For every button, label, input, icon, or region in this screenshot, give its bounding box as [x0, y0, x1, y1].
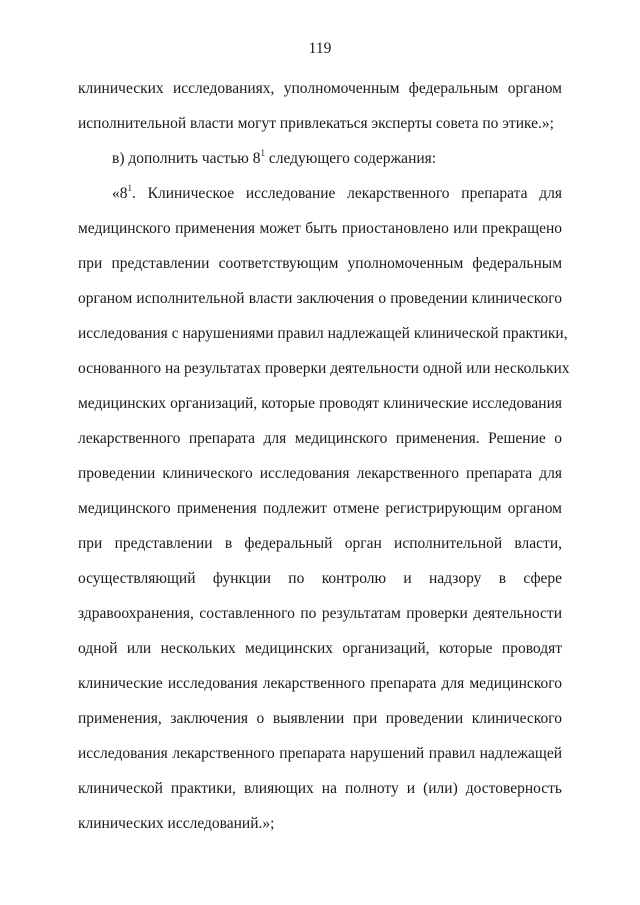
text-line: клинические исследования лекарственного препарата для медицинского [78, 675, 562, 692]
text-line: медицинских организаций, которые проводят клинические исследования [78, 395, 562, 412]
text-line-paragraph-start [112, 184, 562, 204]
text-line: клинической практики, влияющих на полноту и (или) достоверность [78, 780, 562, 797]
text-line: осуществляющий функции по контролю и надзору в сфере [78, 570, 562, 587]
text-line: клинических исследований.»; [78, 815, 275, 832]
text-line: медицинского применения может быть приостановлено или прекращено [78, 220, 562, 237]
text-line: исследования лекарственного препарата нарушений правил надлежащей [78, 745, 562, 762]
text-fragment: «8 [112, 185, 128, 202]
text-line: исполнительной власти могут привлекаться эксперты совета по этике.»; [78, 115, 554, 132]
text-line: основанного на результатах проверки деятельности одной или нескольких [78, 360, 570, 377]
superscript: 1 [127, 182, 132, 193]
text-line: исследования с нарушениями правил надлежащей клинической практики, [78, 325, 568, 342]
text-line: клинических исследованиях, уполномоченным федеральным органом [78, 80, 562, 97]
text-line: здравоохранения, составленного по результатам проверки деятельности [78, 605, 562, 622]
text-line: одной или нескольких медицинских организаций, которые проводят [78, 640, 562, 657]
text-line: при представлении в федеральный орган исполнительной власти, [78, 535, 562, 552]
text-fragment: . Клиническое исследование лекарственного препарата для [132, 185, 562, 202]
text-line: проведении клинического исследования лекарственного препарата для [78, 465, 562, 482]
text-line: применения, заключения о выявлении при проведении клинического [78, 710, 562, 727]
superscript: 1 [260, 147, 265, 158]
text-line-amendment [112, 149, 562, 169]
text-line: лекарственного препарата для медицинского применения. Решение о [78, 430, 562, 447]
text-fragment: следующего содержания: [264, 150, 437, 167]
text-fragment: в) дополнить частью 8 [112, 150, 261, 167]
text-line: органом исполнительной власти заключения о проведении клинического [78, 290, 562, 307]
text-line: при представлении соответствующим уполномоченным федеральным [78, 255, 562, 272]
page-number: 119 [308, 40, 332, 57]
text-line: медицинского применения подлежит отмене регистрирующим органом [78, 500, 562, 517]
